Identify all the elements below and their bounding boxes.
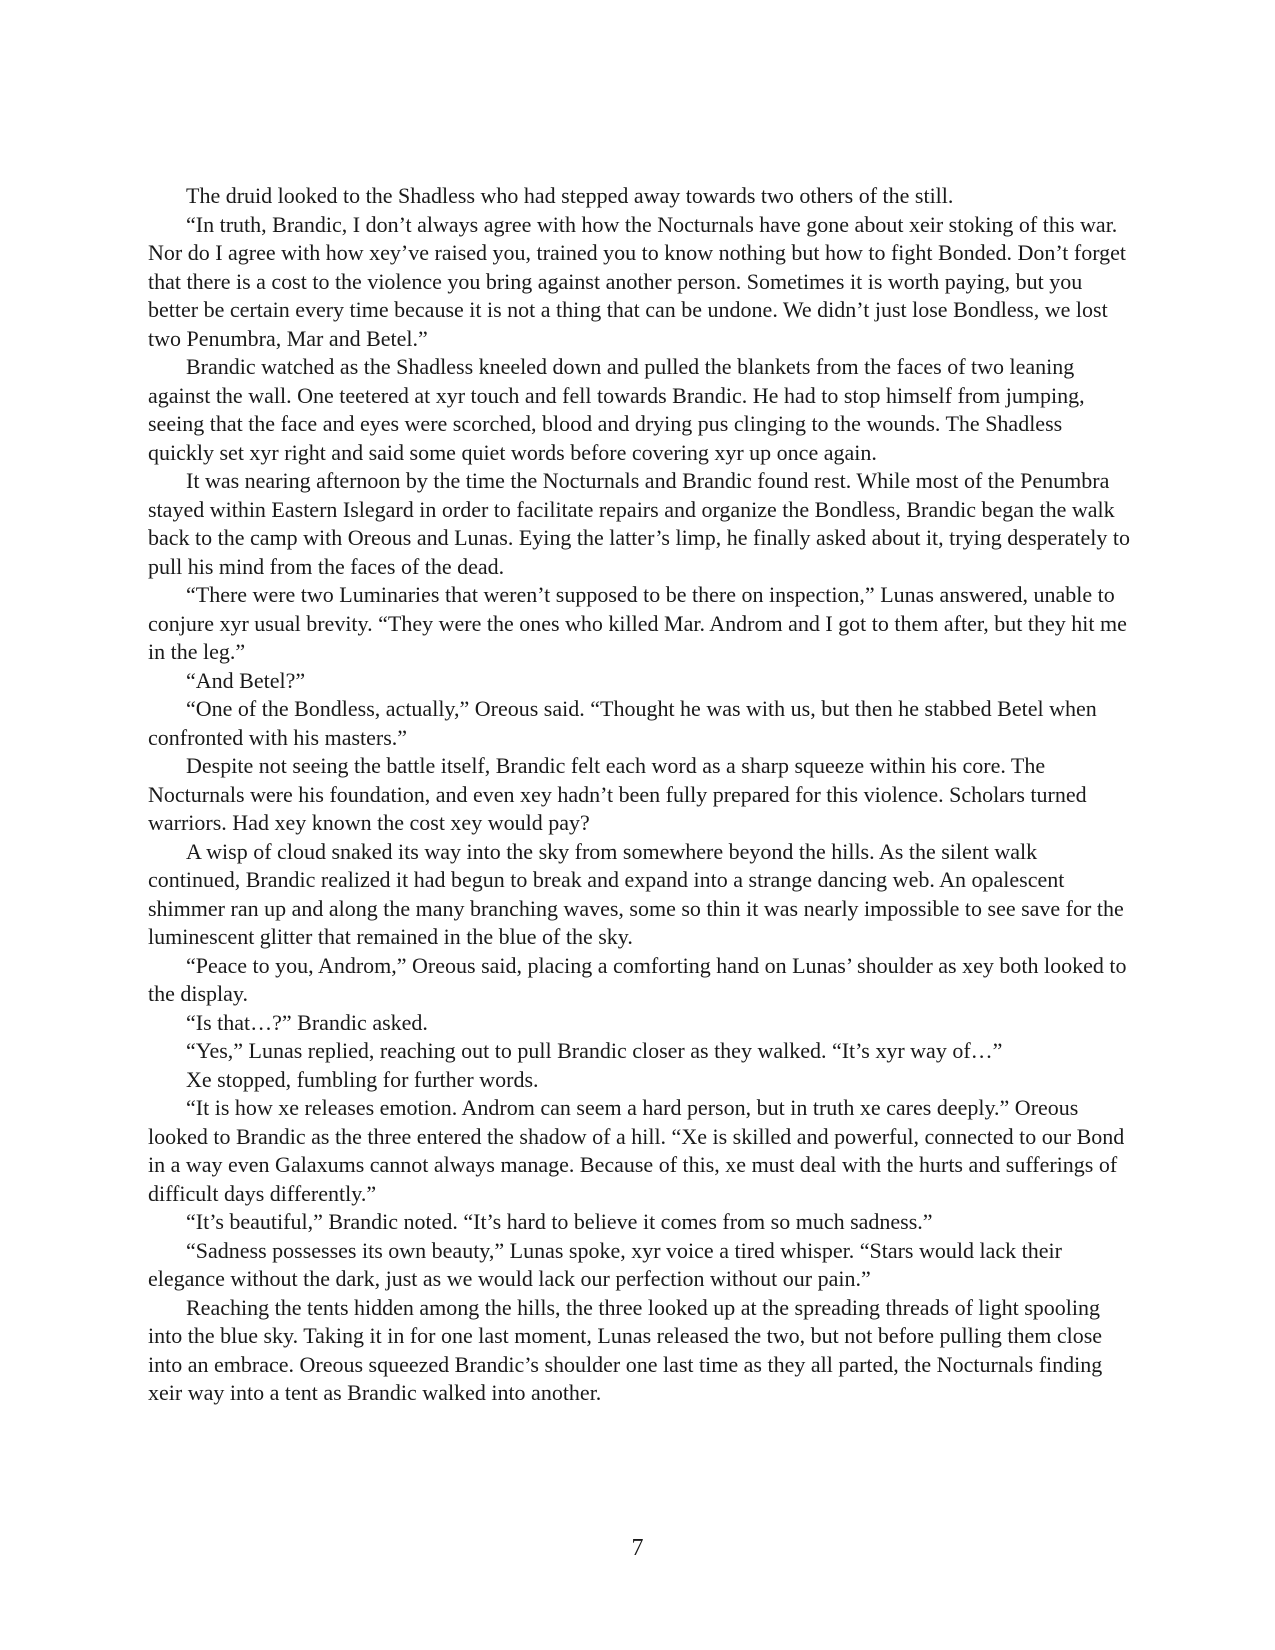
paragraph: “And Betel?” <box>186 667 306 693</box>
paragraph: Brandic watched as the Shadless kneeled down and pulled the blankets from the faces of two leaning against the wall. One teetered at xyr touch and fell towards Brandic. He had to stop himself from jumping, seeing that the face and eyes were scorched, blood and drying pus clinging to the wounds. The Shadless quickly set xyr right and said some quiet words before covering xyr up once again. <box>148 354 1085 465</box>
paragraph: “In truth, Brandic, I don’t always agree with how the Nocturnals have gone about xeir stoking of this war. Nor do I agree with how xey’ve raised you, trained you to know nothing but how to fight Bonded. Don’t forget that there is a cost to the violence you bring against another person. Sometimes it is worth paying, but you better be certain every time because it is not a thing that can be undone. We didn’t just lose Bondless, we lost two Penumbra, Mar and Betel.” <box>148 211 1127 351</box>
paragraph: A wisp of cloud snaked its way into the sky from somewhere beyond the hills. As the silent walk continued, Brandic realized it had begun to break and expand into a strange dancing web. An opalescent shimmer ran up and along the many branching waves, some so thin it was nearly impossible to see save for the luminescent glitter that remained in the blue of the sky. <box>148 838 1124 949</box>
paragraph: It was nearing afternoon by the time the Nocturnals and Brandic found rest. While most of the Penumbra stayed within Eastern Islegard in order to facilitate repairs and organize the Bondless, Brandic began the walk back to the camp with Oreous and Lunas. Eying the latter’s limp, he finally asked about it, trying desperately to pull his mind from the faces of the dead. <box>148 468 1131 579</box>
paragraph: “It’s beautiful,” Brandic noted. “It’s hard to believe it comes from so much sadness.” <box>186 1209 933 1234</box>
paragraph: “It is how xe releases emotion. Androm can seem a hard person, but in truth xe cares deeply.” Oreous looked to Brandic as the three entered the shadow of a hill. “Xe is skilled and powerful, connected to our Bond in a way even Galaxums cannot always manage. Because of this, xe must deal with the hurts and sufferings of difficult days differently.” <box>148 1095 1125 1206</box>
paragraph: “Peace to you, Androm,” Oreous said, placing a comforting hand on Lunas’ shoulder as xey both looked to the display. <box>148 952 1127 1006</box>
paragraph: “Is that…?” Brandic asked. <box>186 1009 428 1035</box>
paragraph: The druid looked to the Shadless who had stepped away towards two others of the still. <box>186 183 954 208</box>
paragraph: Xe stopped, fumbling for further words. <box>186 1066 539 1092</box>
body-text <box>148 182 1133 1408</box>
paragraph: “Yes,” Lunas replied, reaching out to pull Brandic closer as they walked. “It’s xyr way of…” <box>186 1038 1003 1063</box>
paragraph: “One of the Bondless, actually,” Oreous said. “Thought he was with us, but then he stabbed Betel when confronted with his masters.” <box>148 696 1097 750</box>
paragraph: Reaching the tents hidden among the hills, the three looked up at the spreading threads of light spooling into the blue sky. Taking it in for one last moment, Lunas released the two, but not before pulling them close into an embrace. Oreous squeezed Brandic’s shoulder one last time as they all parted, the Nocturnals finding xeir way into a tent as Brandic walked into another. <box>148 1294 1103 1405</box>
paragraph: Despite not seeing the battle itself, Brandic felt each word as a sharp squeeze within his core. The Nocturnals were his foundation, and even xey hadn’t been fully prepared for this violence. Scholars turned warriors. Had xey known the cost xey would pay? <box>148 753 1087 835</box>
paragraph: “There were two Luminaries that weren’t supposed to be there on inspection,” Lunas answered, unable to conjure xyr usual brevity. “They were the ones who killed Mar. Androm and I got to them after, but they hit me in the leg.” <box>148 582 1127 664</box>
page-number: 7 <box>631 1535 644 1561</box>
paragraph: “Sadness possesses its own beauty,” Lunas spoke, xyr voice a tired whisper. “Stars would lack their elegance without the dark, just as we would lack our perfection without our pain.” <box>148 1237 1062 1291</box>
